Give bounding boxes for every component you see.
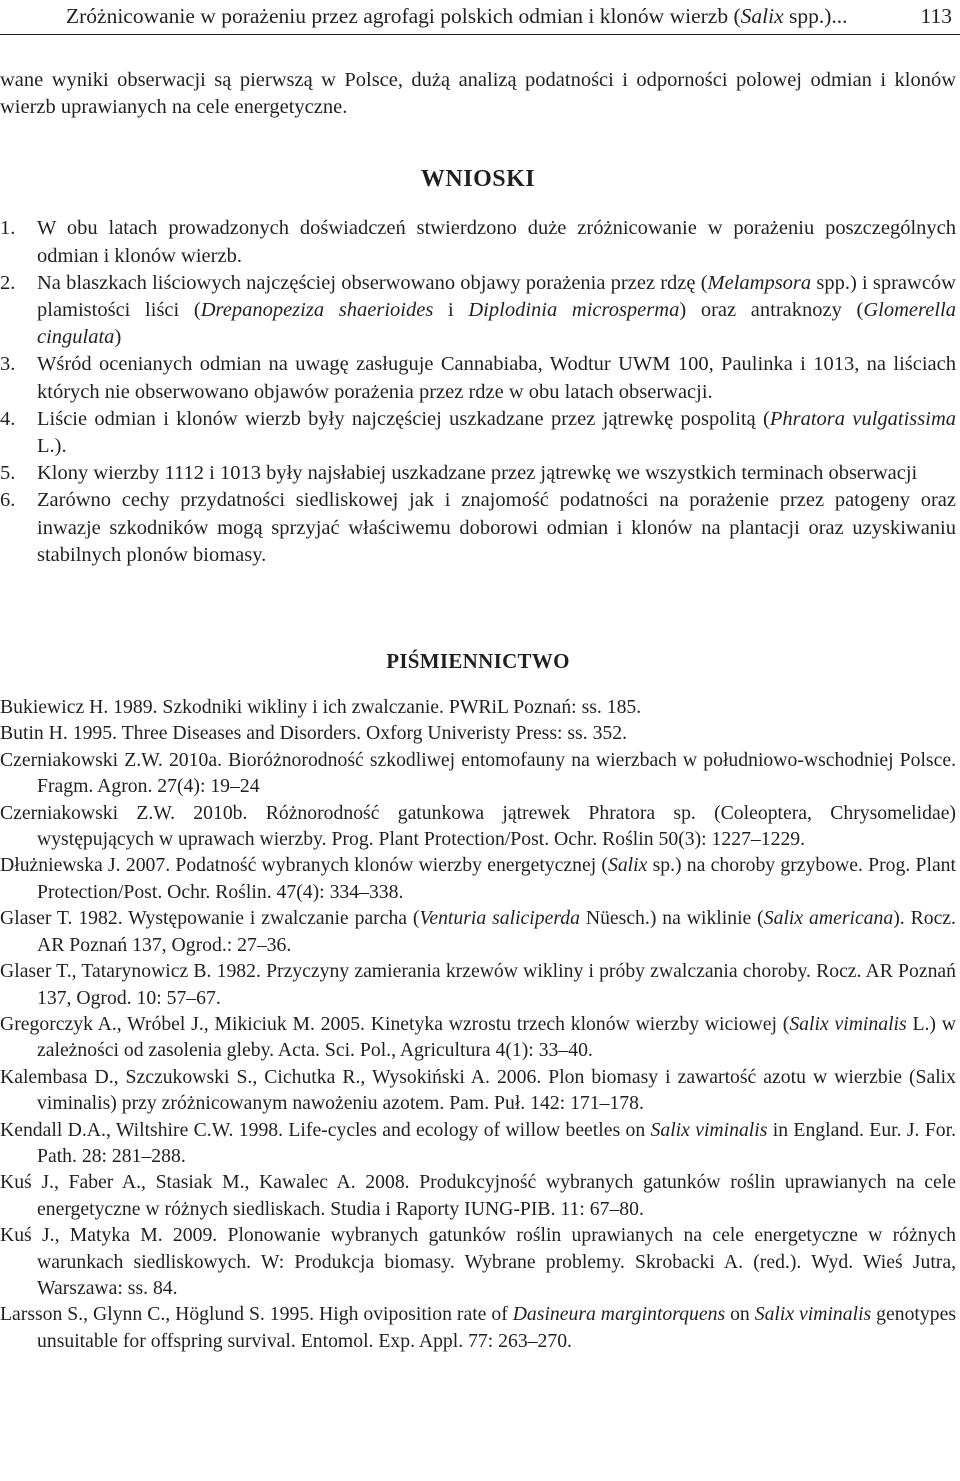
italic-term: Phratora vulgatissima [769, 407, 956, 430]
text-run: ). Rocz. AR Poznań 137, Ogrod.: 27–36. [37, 907, 956, 956]
text-run: Wśród ocenianych odmian na uwagę zasługuje Cannabiaba, Wodtur UWM 100, Paulinka i 1013, na liściach których nie obserwowano objawów porażenia przez rdze w obu latach obserwacji. [37, 353, 956, 403]
conclusion-number: 1. [0, 217, 16, 240]
text-run: Zarówno cechy przydatności siedliskowej jak i znajomość podatności na porażenie przez patogeny oraz inwazje szkodników mogą sprzyjać właściwemu doborowi odmian i klonów na plantacji oraz uzyskiwaniu stabilnych plonów biomasy. [37, 489, 956, 566]
header-title-suffix: spp.)... [783, 4, 848, 28]
text-run: spp.) i sprawców plamistości liści ( [37, 271, 956, 322]
text-run: Nüesch.) na wiklinie ( [579, 907, 764, 930]
text-run: Liście odmian i klonów wierzb były najczęściej uszkadzane przez jątrewkę pospolitą ( [37, 407, 770, 430]
text-run: Glaser T. 1982. Występowanie i zwalczanie parcha ( [0, 907, 420, 930]
text-run: Klony wierzby 1112 i 1013 były najsłabiej uszkadzane przez jątrewkę we wszystkich terminach obserwacji [37, 462, 918, 485]
page-number: 113 [920, 4, 952, 28]
italic-term: Salix [607, 854, 648, 877]
reference-item [0, 852, 956, 905]
reference-item [0, 1169, 956, 1222]
text-run: Dłużniewska J. 2007. Podatność wybranych klonów wierzby energetycznej ( [0, 854, 608, 877]
conclusions-title: WNIOSKI [420, 166, 536, 193]
conclusion-item [0, 270, 956, 352]
text-run: Kuś J., Faber A., Stasiak M., Kawalec A. 2008. Produkcyjność wybranych gatunków roślin uprawianych na cele energetyczne w różnych siedliskach. Studia i Raporty IUNG-PIB. 11: 67–80. [0, 1171, 956, 1220]
references-title: PIŚMIENNICTWO [386, 649, 570, 674]
reference-item [0, 1301, 956, 1354]
italic-term: Salix viminalis [754, 1303, 872, 1326]
conclusion-item [0, 351, 956, 405]
references-list [0, 694, 956, 1354]
reference-item [0, 1222, 956, 1301]
conclusion-item [0, 460, 956, 487]
text-run: Kalembasa D., Szczukowski S., Cichutka R., Wysokiński A. 2006. Plon biomasy i zawartość azotu w wierzbie (Salix viminalis) przy zróżnicowanym nawożeniu azotem. Pam. Puł. 142: 171–178. [0, 1065, 956, 1115]
italic-term: Venturia saliciperda [419, 907, 580, 930]
running-header-title [66, 3, 848, 29]
text-run: ) oraz antraknozy ( [679, 299, 864, 322]
text-run: W obu latach prowadzonych doświadczeń stwierdzono duże zróżnicowanie w porażeniu poszczególnych odmian i klonów wierzb. [37, 217, 956, 267]
text-run: Czerniakowski Z.W. 2010b. Różnorodność gatunkowa jątrewek Phratora sp. (Coleoptera, Chrysomelidae) występujących w uprawach wierzby. Prog. Plant Protection/Post. Ochr. Roślin 50(3): 1227–1229. [0, 801, 956, 851]
italic-term: Diplodinia microsperma [468, 299, 680, 322]
reference-item [0, 720, 956, 746]
running-header [0, 0, 960, 35]
italic-term: Dasineura margintorquens [512, 1303, 726, 1326]
italic-term: Drepanopeziza shaerioides [200, 299, 434, 322]
conclusion-item [0, 406, 956, 460]
reference-item [0, 1117, 956, 1170]
reference-item [0, 694, 956, 720]
reference-item [0, 958, 956, 1011]
text-run: Czerniakowski Z.W. 2010a. Bioróżnorodność szkodliwej entomofauny na wierzbach w południowo-wschodniej Polsce. Fragm. Agron. 27(4): 19–24 [0, 748, 956, 798]
reference-item [0, 1064, 956, 1117]
conclusion-number: 2. [0, 271, 16, 294]
text-run: Glaser T., Tatarynowicz B. 1982. Przyczyny zamierania krzewów wikliny i próby zwalczania choroby. Rocz. AR Poznań 137, Ogrod. 10: 57–67. [0, 960, 956, 1009]
conclusion-item [0, 487, 956, 569]
text-run: L.). [37, 435, 67, 458]
text-run: i [433, 299, 469, 322]
reference-item [0, 800, 956, 853]
italic-term: Glomerella cingulata [37, 299, 956, 349]
italic-term: Melampsora [707, 271, 812, 294]
text-run: Kuś J., Matyka M. 2009. Plonowanie wybranych gatunków roślin uprawianych na cele energetyczne w różnych warunkach siedliskowych. W: Produkcja biomasy. Wybrane problemy. Skrobacki A. (red.). Wyd. Wieś Jutra, Warszawa: ss. 84. [0, 1224, 956, 1299]
italic-term: Salix americana [763, 907, 894, 930]
text-run: in England. Eur. J. For. Path. 28: 281–288. [37, 1118, 957, 1167]
conclusions-list [0, 215, 956, 569]
text-run: Na blaszkach liściowych najczęściej obserwowano objawy porażenia przez rdzę ( [37, 271, 708, 294]
text-run: genotypes unsuitable for offspring survival. Entomol. Exp. Appl. 77: 263–270. [37, 1303, 956, 1352]
page-body [0, 67, 956, 1354]
header-title-italic: Salix [740, 4, 784, 28]
italic-term: Salix viminalis [789, 1012, 907, 1035]
text-run: sp.) na choroby grzybowe. Prog. Plant Protection/Post. Ochr. Roślin. 47(4): 334–338. [37, 854, 956, 903]
text-run: Butin H. 1995. Three Diseases and Disorders. Oxforg Univeristy Press: ss. 352. [0, 722, 628, 745]
reference-item [0, 1011, 956, 1064]
text-run: L.) w zależności od zasolenia gleby. Acta. Sci. Pol., Agricultura 4(1): 33–40. [37, 1012, 957, 1062]
conclusion-item [0, 215, 956, 269]
text-run: ) [114, 326, 122, 349]
italic-term: Salix viminalis [650, 1118, 768, 1141]
conclusion-number: 5. [0, 462, 16, 485]
reference-item [0, 747, 956, 800]
intro-paragraph: wane wyniki obserwacji są pierwszą w Polsce, dużą analizą podatności i odporności polowej odmian i klonów wierzb uprawianych na cele energetyczne. [0, 69, 956, 119]
header-title-text: Zróżnicowanie w porażeniu przez agrofagi polskich odmian i klonów wierzb ( [66, 4, 741, 28]
text-run: Larsson S., Glynn C., Höglund S. 1995. High oviposition rate of [0, 1303, 513, 1326]
conclusion-number: 6. [0, 489, 16, 512]
conclusion-number: 3. [0, 353, 16, 376]
text-run: Kendall D.A., Wiltshire C.W. 1998. Life-cycles and ecology of willow beetles on [0, 1118, 651, 1141]
text-run: Bukiewicz H. 1989. Szkodniki wikliny i ich zwalczanie. PWRiL Poznań: ss. 185. [0, 696, 642, 719]
conclusion-number: 4. [0, 407, 16, 430]
text-run: on [725, 1303, 755, 1326]
reference-item [0, 905, 956, 958]
text-run: Gregorczyk A., Wróbel J., Mikiciuk M. 2005. Kinetyka wzrostu trzech klonów wierzby wiciowej ( [0, 1012, 790, 1035]
